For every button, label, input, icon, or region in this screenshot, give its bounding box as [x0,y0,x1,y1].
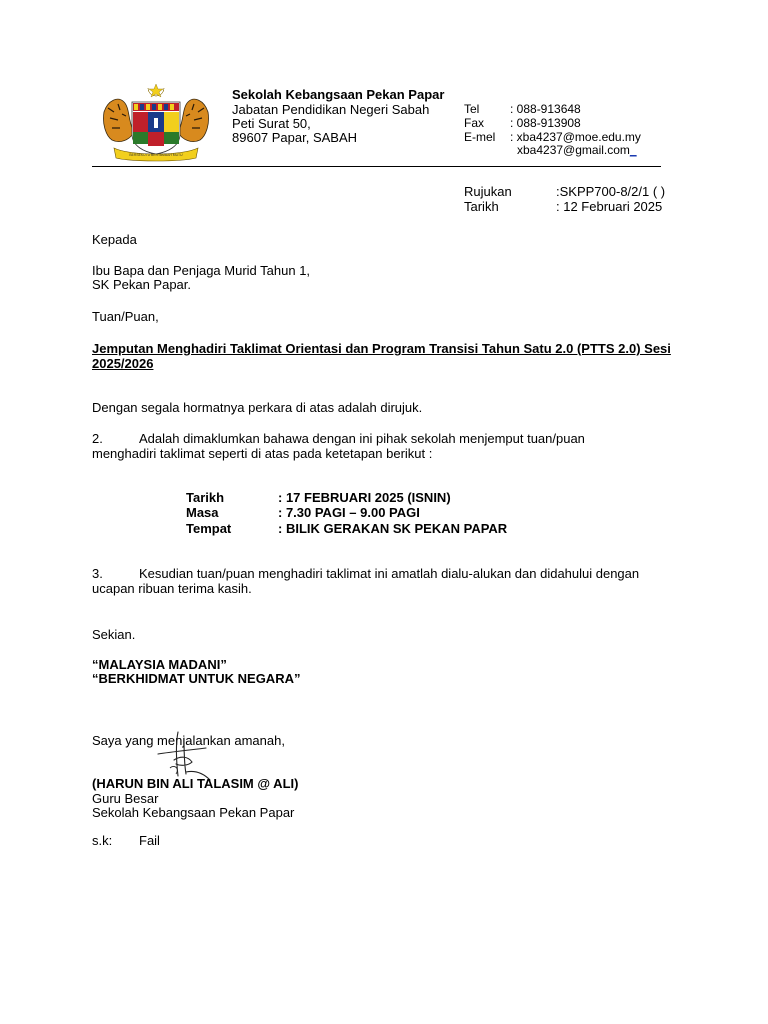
tarikh-value: : 12 Februari 2025 [556,199,663,214]
paragraph-2-text: Adalah dimaklumkan bahawa dengan ini pihak sekolah menjemput tuan/puan menghadiri taklimat seperti di atas pada ketetapan berikut : [92,431,585,461]
fax-label: Fax [464,116,485,130]
paragraph-3 [92,566,652,596]
paragraph-3-number: 3. [92,566,103,581]
school-name: Sekolah Kebangsaan Pekan Papar [232,87,445,102]
city-address: 89607 Papar, SABAH [232,130,358,145]
sk-value: Fail [139,833,160,848]
paragraph-2-number: 2. [92,431,103,446]
amanah-line: Saya yang menjalankan amanah, [92,733,285,748]
sk-label: s.k: [92,833,113,848]
paragraph-1: Dengan segala hormatnya perkara di atas adalah dirujuk. [92,400,423,415]
po-box: Peti Surat 50, [232,116,311,131]
recipient-line-2: SK Pekan Papar. [92,277,192,292]
crest-motto: BERSEKUTU BERTAMBAH MUTU [129,153,183,157]
coat-of-arms-logo [100,82,212,162]
paragraph-2 [92,431,652,461]
tel-value: : 088-913648 [510,102,581,116]
salutation: Tuan/Puan, [92,309,159,324]
signer-position: Guru Besar [92,791,159,806]
fax-value: : 088-913908 [510,116,581,130]
detail-masa-value: : 7.30 PAGI – 9.00 PAGI [278,505,420,520]
paragraph-3-text: Kesudian tuan/puan menghadiri taklimat ini amatlah dialu-alukan dan didahului dengan ucapan ribuan terima kasih. [92,566,640,596]
detail-masa-label: Masa [186,505,219,520]
signer-school: Sekolah Kebangsaan Pekan Papar [92,805,295,820]
detail-tarikh-value: : 17 FEBRUARI 2025 (ISNIN) [278,490,451,505]
letter-subject: Jemputan Menghadiri Taklimat Orientasi dan Program Transisi Tahun Satu 2.0 (PTTS 2.0) Sesi 2025/2026 [92,341,671,371]
department: Jabatan Pendidikan Negeri Sabah [232,102,430,117]
email-value-2 [517,143,637,158]
email-label: E-mel [464,130,496,144]
email-value-1: : xba4237@moe.edu.my [510,130,641,144]
tel-label: Tel [464,102,480,116]
recipient-line-1: Ibu Bapa dan Penjaga Murid Tahun 1, [92,263,311,278]
slogan-2: “BERKHIDMAT UNTUK NEGARA” [92,671,301,686]
detail-tarikh-label: Tarikh [186,490,225,505]
tarikh-label: Tarikh [464,199,499,214]
detail-tempat-value: : BILIK GERAKAN SK PEKAN PAPAR [278,521,508,536]
sekian: Sekian. [92,627,136,642]
slogan-1: “MALAYSIA MADANI” [92,657,227,672]
rujukan-value: :SKPP700-8/2/1 ( ) [556,184,666,199]
kepada: Kepada [92,232,137,247]
header-divider [92,166,661,167]
rujukan-label: Rujukan [464,184,512,199]
signer-name: (HARUN BIN ALI TALASIM @ ALI) [92,776,299,791]
email-value-2-text: xba4237@gmail.com [517,143,630,157]
email-underscore: _ [629,143,637,157]
detail-tempat-label: Tempat [186,521,232,536]
